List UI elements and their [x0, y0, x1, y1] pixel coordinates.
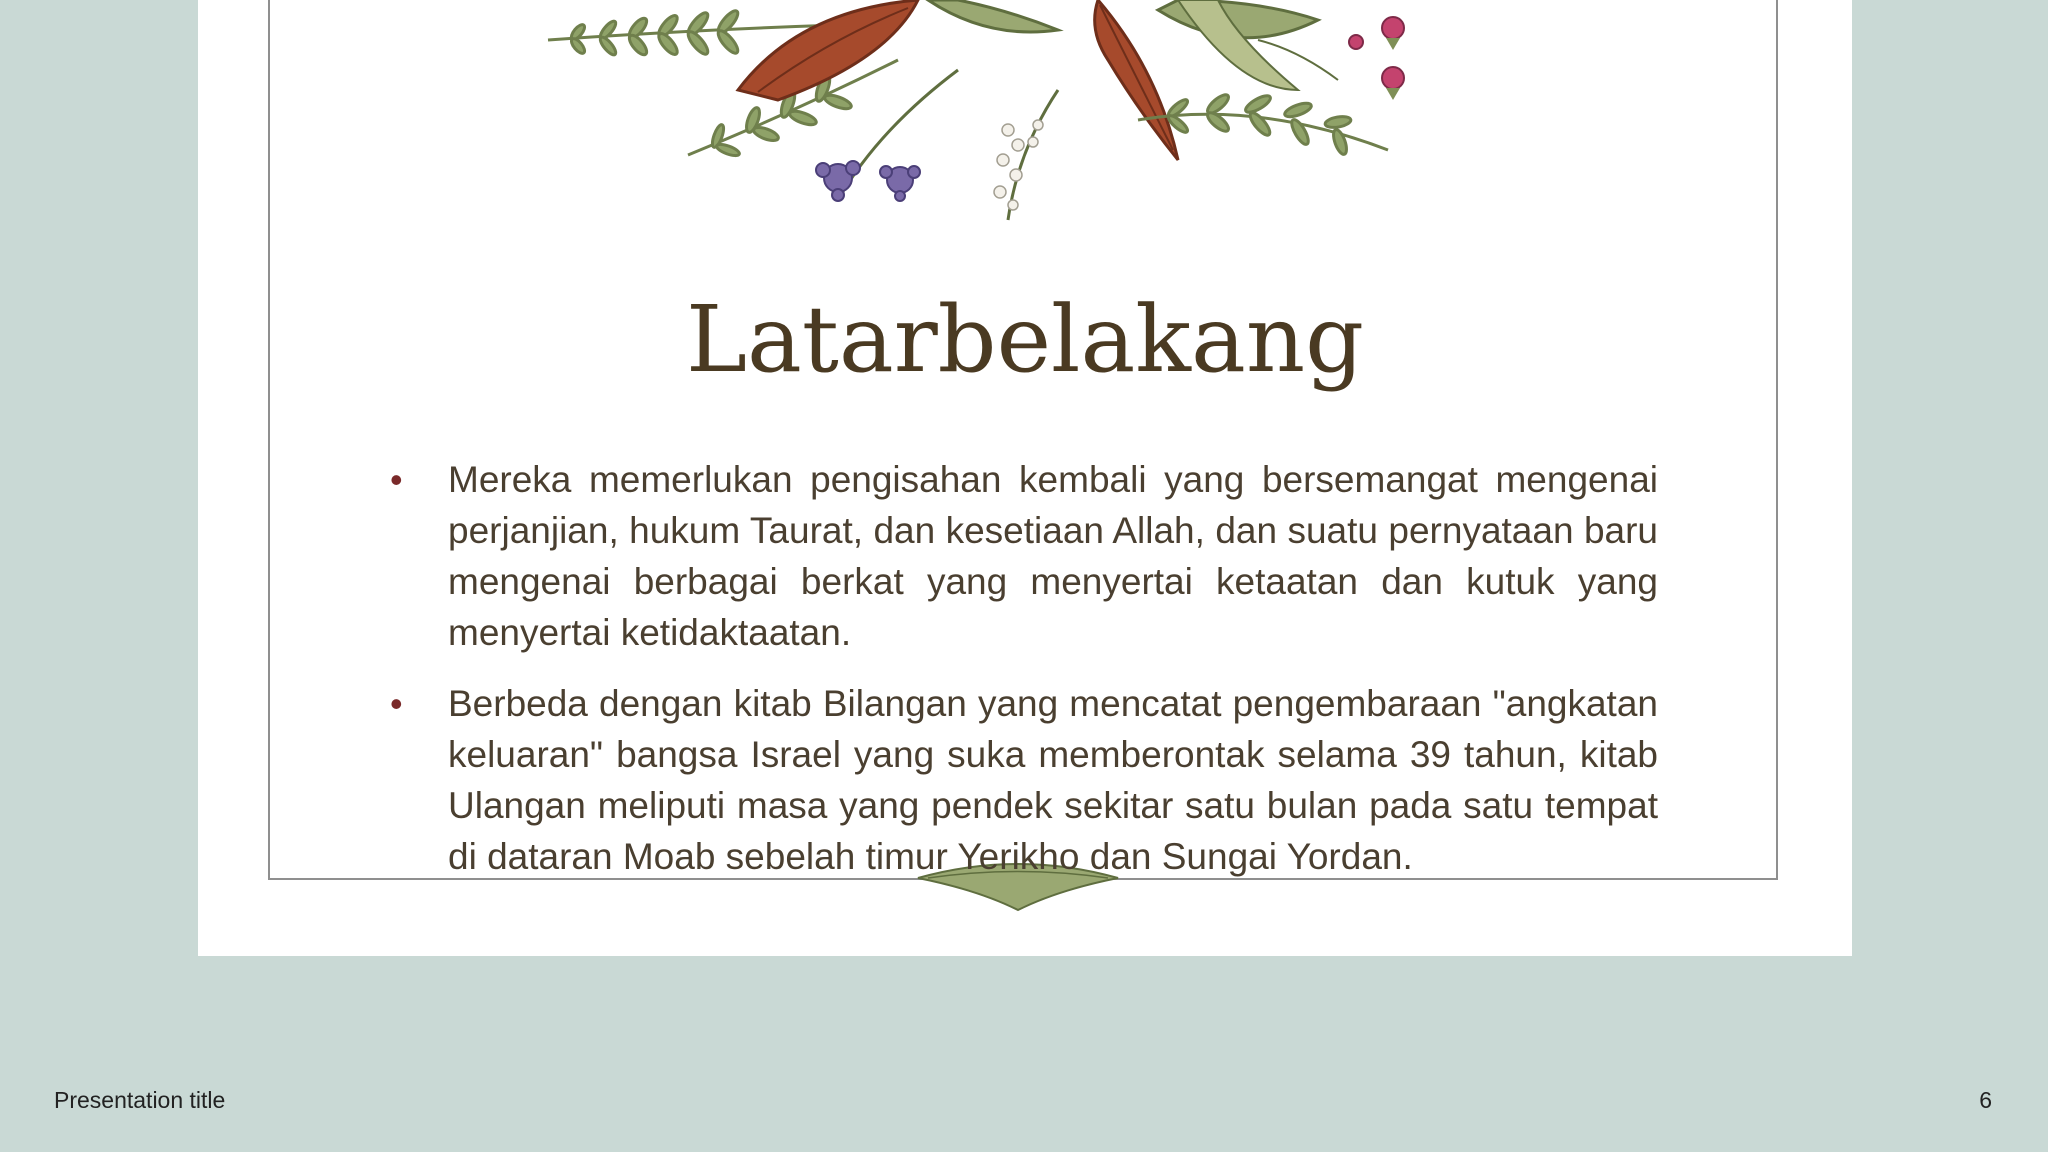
bullet-item: [390, 678, 1658, 882]
bullet-marker: •: [390, 683, 403, 724]
slide-page-number: 6: [1979, 1087, 1992, 1113]
slide: [198, 0, 1852, 956]
bullet-list: [390, 454, 1658, 902]
bullet-marker: •: [390, 459, 403, 500]
slide-title: Latarbelakang: [685, 286, 1365, 393]
bullet-text: Berbeda dengan kitab Bilangan yang mencatat pengembaraan "angkatan keluaran" bangsa Israel yang suka memberontak selama 39 tahun, kitab Ulangan meliputi masa yang pendek sekitar satu bulan pada satu tempat di dataran Moab sebelah timur Yerikho dan Sungai Yordan.: [448, 683, 1658, 877]
bullet-text: Mereka memerlukan pengisahan kembali yang bersemangat mengenai perjanjian, hukum Taurat, dan kesetiaan Allah, dan suatu pernyataan baru mengenai berbagai berkat yang menyertai ketaatan dan kutuk yang menyertai ketidaktaatan.: [448, 459, 1658, 653]
floral-bouquet-icon: [538, 0, 1438, 240]
footer-presentation-title: Presentation title: [54, 1087, 226, 1113]
bullet-item: [390, 454, 1658, 658]
